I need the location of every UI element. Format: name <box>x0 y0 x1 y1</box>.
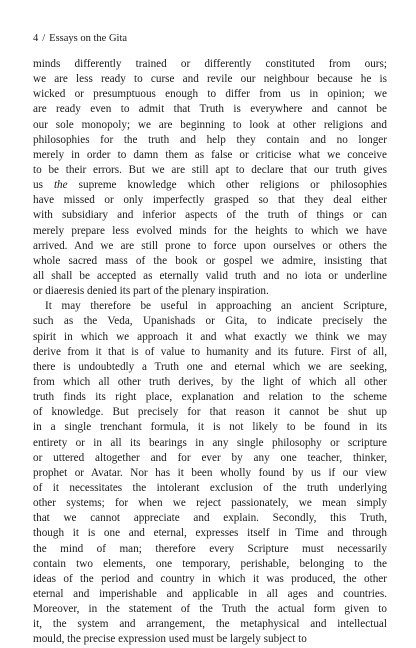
text-line: have missed or only imperfectly grasped so that they deal either <box>33 194 387 207</box>
text-line: with subsidiary and inferior aspects of the truth of things or can <box>33 209 387 222</box>
text-line: mould, the precise expression used must be largely subject to <box>33 633 307 646</box>
text-line: ideas of the period and country in which it was produced, the other <box>33 572 387 585</box>
text-line: Moreover, in the statement of the Truth the actual form given to <box>33 603 387 616</box>
text-line: contain two elements, one temporary, perishable, belonging to the <box>33 557 387 570</box>
text-line: whole sacred mass of the book or gospel we admire, insisting that <box>33 254 387 267</box>
text-line: philosophies for the truth and help they contain and no longer <box>33 133 387 146</box>
text-line: wicked or presumptuous enough to differ from us in opinion; we <box>33 88 387 101</box>
text-line: of knowledge. But precisely for that reason it cannot be shut up <box>33 406 387 419</box>
text-line: it, the system and arrangement, the metaphysical and intellectual <box>33 618 387 631</box>
text-line: arrived. And we are still prone to force upon ourselves or others the <box>33 239 387 252</box>
text-line: that we cannot appreciate and explain. Secondly, this Truth, <box>33 512 387 525</box>
text-line: spirit in which we approach it and what exactly we think we may <box>33 330 387 343</box>
page-number: 4 <box>33 33 39 44</box>
text-line: there is undoubtedly a Truth one and eternal which we are seeking, <box>33 360 387 373</box>
text-line: such as the Veda, Upanishads or Gita, to indicate precisely the <box>33 315 387 328</box>
text-line: truth finds its right place, explanation and relation to the scheme <box>33 391 387 404</box>
text-line: merely in order to damn them as false or criticise what we conceive <box>33 148 387 161</box>
text-line: all shall be accepted as eternally valid truth and no iota or underline <box>33 269 387 282</box>
text-line: derive from it that is of value to humanity and its future. First of all, <box>33 345 387 358</box>
paragraph-2 <box>33 299 387 647</box>
text-line: from which all other truth derives, by the light of which all other <box>33 375 387 388</box>
text-line: entirety or in all its bearings in any single philosophy or scripture <box>33 436 387 449</box>
header-separator: / <box>42 33 46 44</box>
text-line: prophet or Avatar. Nor has it been wholly found by us if our view <box>33 466 387 479</box>
paragraph-1 <box>33 57 387 299</box>
text-line: us the supreme knowledge which other religions or philosophies <box>33 179 387 192</box>
text-line: though it is one and eternal, expresses itself in Time and through <box>33 527 387 540</box>
text-line: of it necessitates the intolerant exclusion of the truth underlying <box>33 481 387 494</box>
text-line: the mind of man; therefore every Scripture must necessarily <box>33 542 387 555</box>
text-line: eternal and imperishable and applicable in all ages and countries. <box>33 587 387 600</box>
text-line: merely prepare less evolved minds for the heights to which we have <box>33 224 387 237</box>
text-line: we are less ready to curse and revile our neighbour because he is <box>33 73 387 86</box>
text-line: other systems; for when we reject passionately, we mean simply <box>33 497 387 510</box>
text-line: to be their errors. But we are still apt to declare that our truth gives <box>33 163 387 176</box>
body-text <box>33 57 387 647</box>
running-head <box>33 33 387 45</box>
text-line: or diaeresis denied its part of the plenary inspiration. <box>33 285 269 298</box>
text-line: are ready even to admit that Truth is everywhere and cannot be <box>33 103 387 116</box>
text-line: or uttered altogether and for ever by any one teacher, thinker, <box>33 451 387 464</box>
text-line: minds differently trained or differently constituted from ours; <box>33 58 387 70</box>
book-page <box>33 33 387 647</box>
running-title: Essays on the Gita <box>49 33 128 44</box>
text-line: It may therefore be useful in approaching an ancient Scripture, <box>45 300 387 313</box>
text-line: our sole monopoly; we are beginning to look at other religions and <box>33 118 387 131</box>
text-line: in a single trenchant formula, it is not likely to be found in its <box>33 421 387 434</box>
